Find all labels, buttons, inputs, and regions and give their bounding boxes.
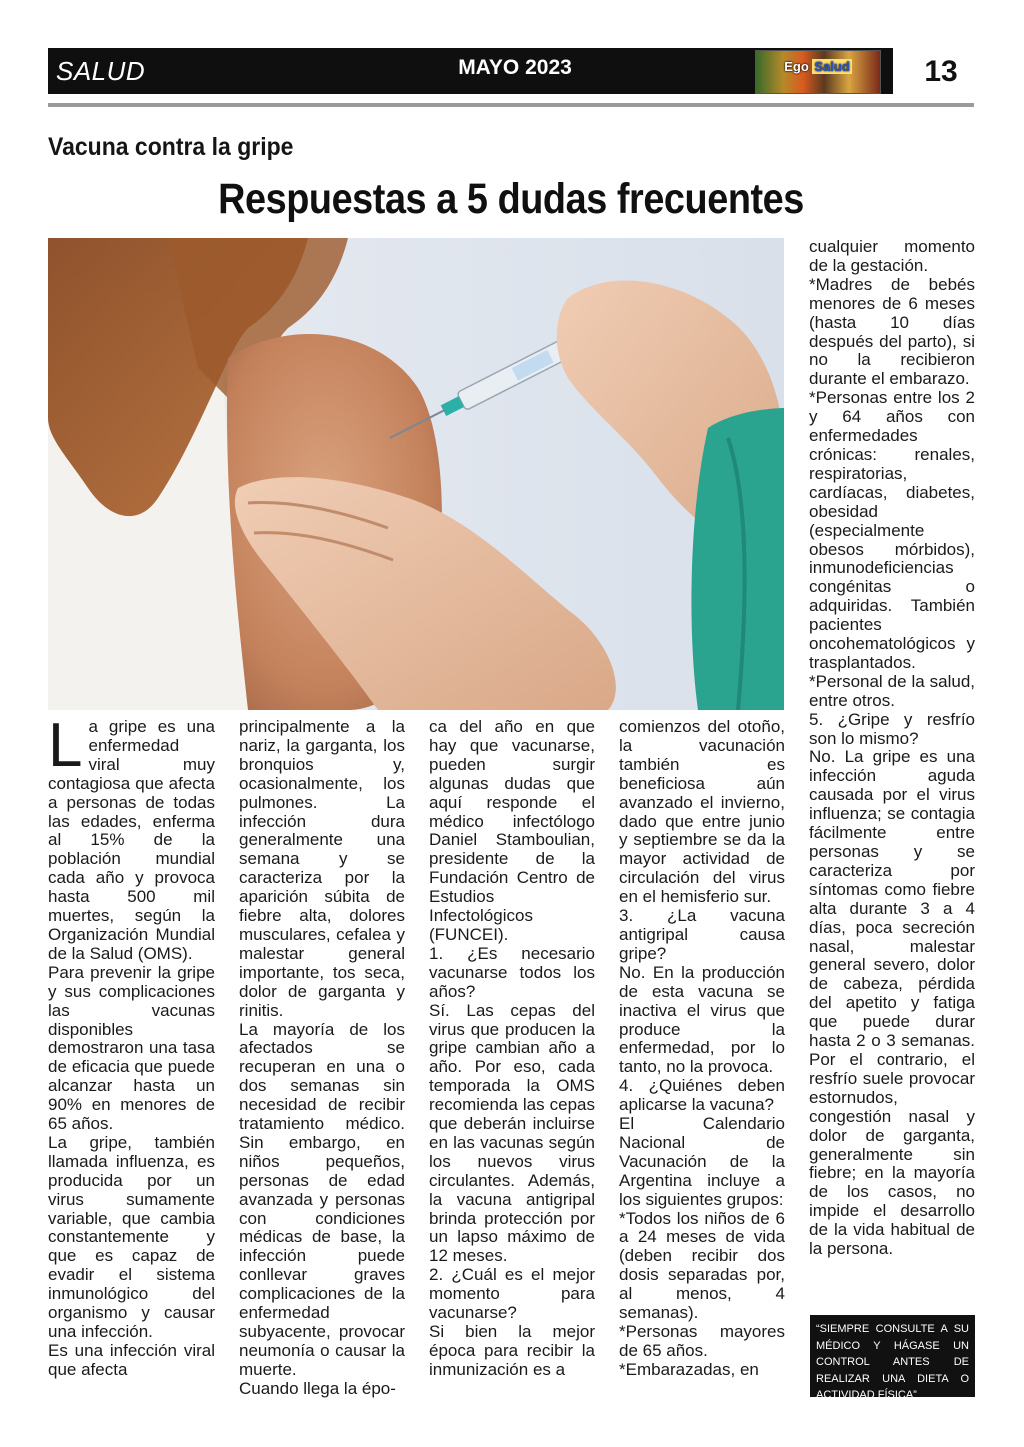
article-column-5 bbox=[809, 238, 975, 1259]
list-item: *Personas entre los 2 y 64 años con enfermedades crónicas: renales, respiratorias, cardíacas, diabetes, obesidad (especialmente obesos mórbidos), inmunodeficiencias congénitas o adquiridas. También pacientes oncohematológicos y trasplantados. bbox=[809, 388, 975, 672]
page-number: 13 bbox=[924, 55, 958, 88]
paragraph: principalmente a la nariz, la garganta, los bronquios y, ocasionalmente, los pulmones. La infección dura generalmente una semana y se caracteriza por la aparición súbita de fiebre alta, dolores musculares, cefalea y malestar general importante, tos seca, dolor de garganta y rinitis. bbox=[239, 717, 405, 1020]
paragraph: La gripe, también llamada influenza, es producida por un virus sumamente variable, que cambia constantemente y que es capaz de evadir el sistema inmunológico del organismo y causar una infección. bbox=[48, 1132, 215, 1341]
list-item: *Embarazadas, en bbox=[619, 1359, 759, 1379]
issue-date: MAYO 2023 bbox=[458, 56, 572, 79]
section-label: SALUD bbox=[56, 56, 146, 86]
answer: No. La gripe es una infección aguda causada por el virus influenza; se contagia fácilmente entre personas y se caracteriza por síntomas como fiebre alta durante 3 a 4 días, poca secreción nasal, malestar general severo, dolor de cabeza, pérdida del apetito y fatiga que puede durar hasta 2 o 3 semanas. Por el contrario, el resfrío suele provocar estornudos, congestión nasal y dolor de garganta, generalmente sin fiebre; en la mayoría de los casos, no impide el desarrollo de la vida habitual de la persona. bbox=[809, 747, 975, 1259]
question: 5. ¿Gripe y resfrío son lo mismo? bbox=[809, 709, 975, 748]
vaccination-photo bbox=[48, 238, 784, 710]
answer: El Calendario Nacional de Vacunación de la Argentina incluye a los siguientes grupos: bbox=[619, 1114, 785, 1209]
paragraph: cualquier momento de la gestación. bbox=[809, 237, 975, 275]
question: 3. ¿La vacuna antigripal causa gripe? bbox=[619, 906, 785, 963]
list-item: *Todos los niños de 6 a 24 meses de vida (deben recibir dos dosis separadas por, al menos, 4 semanas). bbox=[619, 1208, 785, 1323]
paragraph: Es una infección viral que afecta bbox=[48, 1340, 215, 1379]
list-item: *Madres de bebés menores de 6 meses (hasta 10 días después del parto), si no la recibieron durante el embarazo. bbox=[809, 274, 975, 389]
list-item: *Personal de la salud, entre otros. bbox=[809, 671, 975, 710]
header-rule bbox=[48, 103, 974, 107]
paragraph: a gripe es una enfermedad viral muy contagiosa que afecta a personas de todas las edades, enferma al 15% de la población mundial cada año y provoca hasta 500 mil muertes, según la Organización Mundial de la Salud (OMS). bbox=[48, 717, 215, 963]
publication-logo: Ego Salud bbox=[755, 50, 881, 94]
health-advice-callout: “SIEMPRE CONSULTE A SU MÉDICO Y HÁGASE UN CONTROL ANTES DE REALIZAR UNA DIETA O ACTIVIDAD FÍSICA” bbox=[810, 1315, 975, 1397]
answer: Sí. Las cepas del virus que producen la gripe cambian año a año. Por eso, cada temporada la OMS recomienda las cepas que deberán incluirse en las vacunas según los nuevos virus circulantes. Además, la vacuna antigripal brinda protección por un lapso máximo de 12 meses. bbox=[429, 1000, 595, 1266]
question: 1. ¿Es necesario vacunarse todos los años? bbox=[429, 943, 595, 1001]
article-column-1 bbox=[48, 711, 215, 1380]
paragraph: Cuando llega la épo- bbox=[239, 1378, 396, 1398]
drop-cap: L bbox=[48, 711, 83, 780]
paragraph: ca del año en que hay que vacunarse, pueden surgir algunas dudas que aquí responde el médico infectólogo Daniel Stamboulian, presidente de la Fundación Centro de Estudios Infectológicos (FUNCEI). bbox=[429, 717, 595, 944]
article-column-4 bbox=[619, 718, 785, 1380]
question: 4. ¿Quiénes deben aplicarse la vacuna? bbox=[619, 1076, 785, 1115]
list-item: *Personas mayores de 65 años. bbox=[619, 1322, 785, 1360]
paragraph: La mayoría de los afectados se recuperan en una o dos semanas sin necesidad de recibir tratamiento médico. Sin embargo, en niños pequeños, personas de edad avanzada y personas con condiciones médicas de base, la infección puede conllevar graves complicaciones de la enfermedad subyacente, provocar neumonía o causar la muerte. bbox=[239, 1019, 405, 1379]
answer: No. En la producción de esta vacuna se inactiva el virus que produce la enfermedad, por lo tanto, no la provoca. bbox=[619, 962, 785, 1077]
article-headline: Respuestas a 5 dudas frecuentes bbox=[218, 175, 804, 223]
article-kicker: Vacuna contra la gripe bbox=[48, 133, 294, 161]
article-column-3 bbox=[429, 718, 595, 1380]
paragraph: comienzos del otoño, la vacunación también es beneficiosa aún avanzado el invierno, dado que entre junio y septiembre se da la mayor actividad de circulación del virus en el hemisferio sur. bbox=[619, 717, 785, 907]
article-column-2 bbox=[239, 718, 405, 1399]
answer: Si bien la mejor época para recibir la inmunización es a bbox=[429, 1322, 595, 1379]
question: 2. ¿Cuál es el mejor momento para vacunarse? bbox=[429, 1265, 595, 1323]
paragraph: Para prevenir la gripe y sus complicaciones las vacunas disponibles demostraron una tasa de eficacia que puede alcanzar hasta un 90% en menores de 65 años. bbox=[48, 962, 215, 1134]
